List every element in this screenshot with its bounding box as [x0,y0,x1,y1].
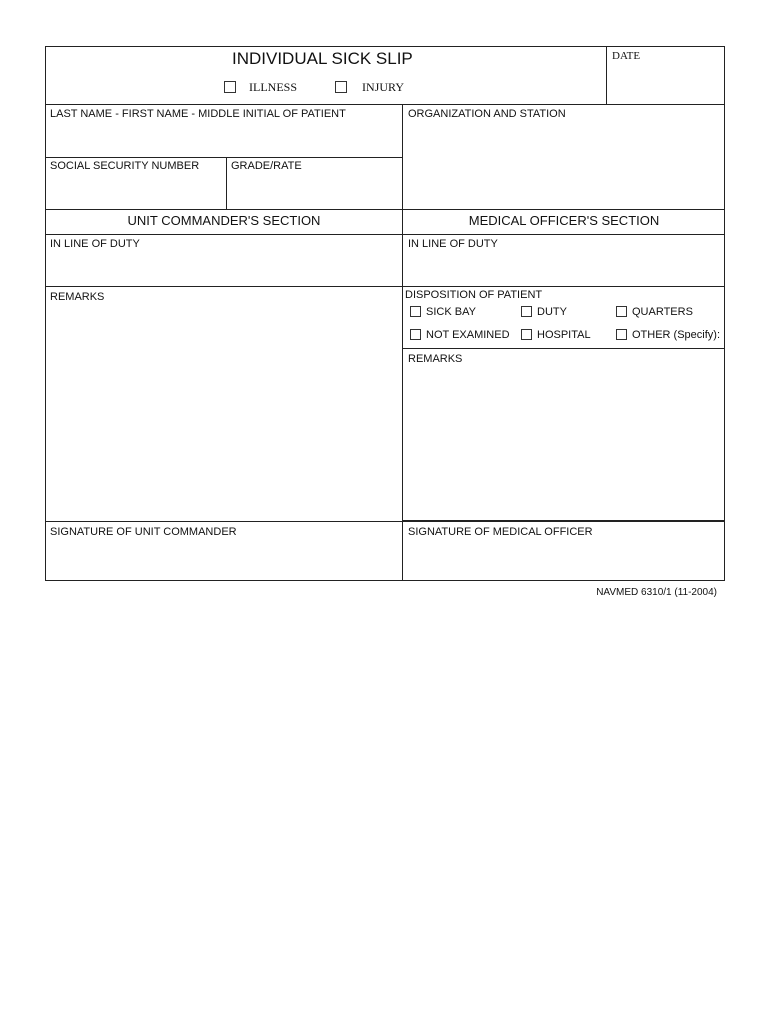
form-title: INDIVIDUAL SICK SLIP [232,49,413,68]
duty-checkbox[interactable] [521,306,532,317]
disposition-label: DISPOSITION OF PATIENT [405,289,543,301]
unit-remarks-label: REMARKS [50,291,105,303]
medical-signature-field[interactable] [403,540,724,580]
quarters-label: QUARTERS [632,306,693,318]
grade-field[interactable] [227,174,402,209]
remarks-divider [45,521,725,522]
unit-signature-field[interactable] [46,540,402,580]
not-examined-label: NOT EXAMINED [426,329,510,341]
ssn-label: SOCIAL SECURITY NUMBER [50,160,200,172]
not-examined-checkbox[interactable] [410,329,421,340]
other-label: OTHER (Specify): [632,329,721,341]
hospital-label: HOSPITAL [537,329,591,341]
quarters-checkbox[interactable] [616,306,627,317]
injury-label: INJURY [362,80,405,94]
medical-line-of-duty-field[interactable] [403,252,724,286]
injury-checkbox[interactable] [335,81,347,93]
unit-section-title: UNIT COMMANDER'S SECTION [127,213,321,228]
patient-name-label: LAST NAME - FIRST NAME - MIDDLE INITIAL OF PATIENT [50,108,346,120]
ssn-field[interactable] [46,174,226,209]
date-label: DATE [612,50,641,62]
form-number: NAVMED 6310/1 (11-2004) [596,587,717,598]
illness-label: ILLNESS [249,80,297,94]
disposition-divider [403,348,725,349]
header-divider [45,104,725,105]
grade-label: GRADE/RATE [231,160,302,172]
unit-line-of-duty-label: IN LINE OF DUTY [50,238,140,250]
remarks-divider-medical-thick [403,520,725,521]
medical-remarks-label: REMARKS [408,353,463,365]
hospital-checkbox[interactable] [521,329,532,340]
other-checkbox[interactable] [616,329,627,340]
patient-block-divider [45,209,725,210]
unit-remarks-field[interactable] [46,305,402,520]
unit-line-of-duty-field[interactable] [46,252,402,286]
medical-line-of-duty-label: IN LINE OF DUTY [408,238,498,250]
medical-section-title: MEDICAL OFFICER'S SECTION [468,213,660,228]
line-of-duty-divider [45,286,725,287]
illness-checkbox[interactable] [224,81,236,93]
sick-bay-label: SICK BAY [426,306,476,318]
duty-label: DUTY [537,306,567,318]
patient-name-field[interactable] [46,122,402,157]
medical-remarks-field[interactable] [403,367,724,520]
unit-signature-label: SIGNATURE OF UNIT COMMANDER [50,526,237,538]
organization-field[interactable] [403,122,724,209]
medical-signature-label: SIGNATURE OF MEDICAL OFFICER [408,526,593,538]
organization-label: ORGANIZATION AND STATION [408,108,566,120]
section-title-divider [45,234,725,235]
name-ssn-divider [45,157,402,158]
sick-bay-checkbox[interactable] [410,306,421,317]
date-field[interactable] [607,64,724,104]
